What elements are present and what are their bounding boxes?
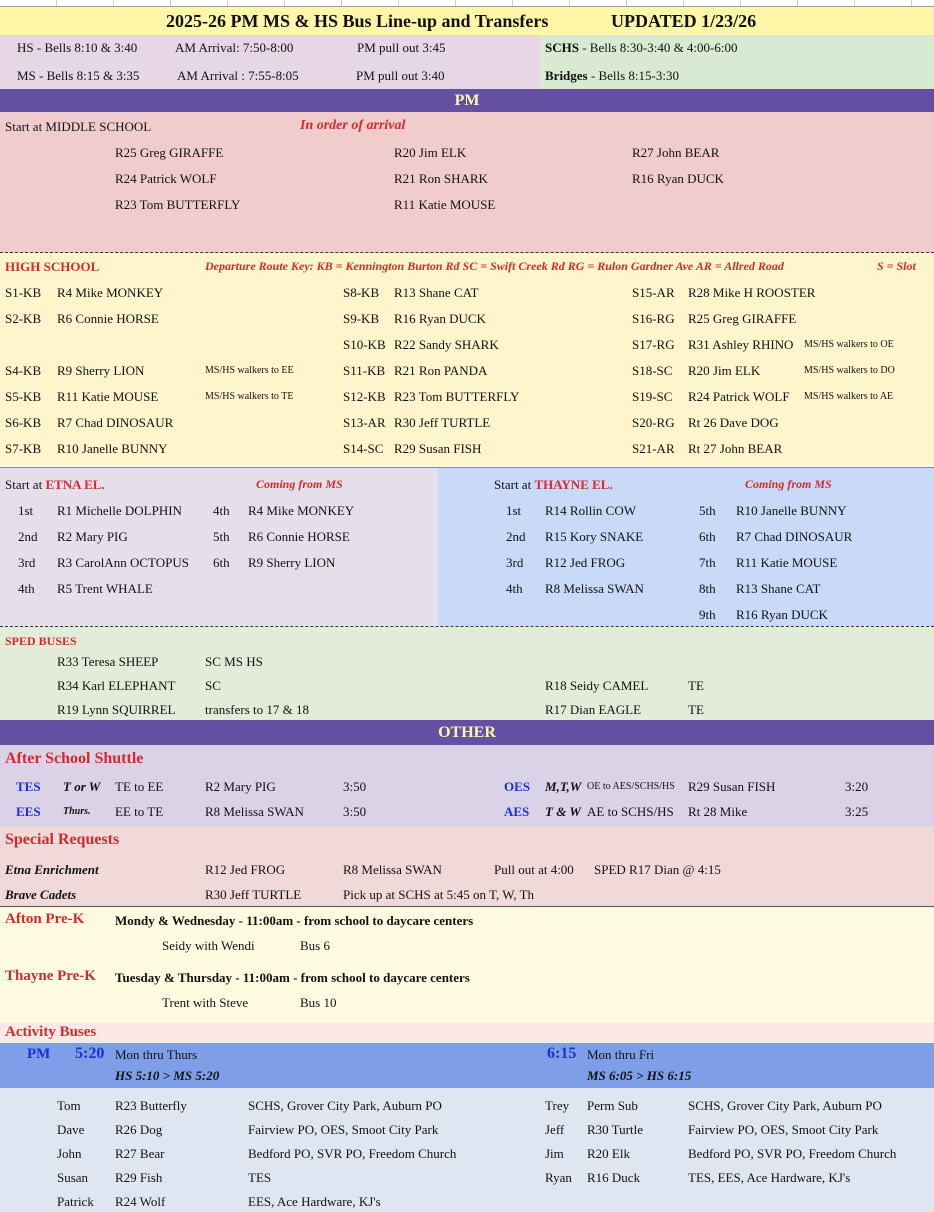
hs-slot-bus: R9 Sherry LION <box>57 363 145 378</box>
etna-order: 4th <box>18 581 35 596</box>
hs-walker-note: MS/HS walkers to TE <box>205 391 294 402</box>
shuttle-time: 3:20 <box>845 779 869 794</box>
bridges-bells: Bridges - Bells 8:15-3:30 <box>545 68 679 83</box>
hs-slot-bus: R20 Jim ELK <box>688 363 761 378</box>
hs-slot-bus: R16 Ryan DUCK <box>394 311 486 326</box>
ms-bus-entry: R23 Tom BUTTERFLY <box>115 197 241 212</box>
thayne-prek-label: Thayne Pre-K <box>5 968 96 984</box>
activity-stops: EES, Ace Hardware, KJ's <box>248 1194 381 1209</box>
route-key: Departure Route Key: KB = Kennington Burton Rd SC = Swift Creek Rd RG = Rulon Gardner Ave AR = Allred Road <box>205 259 784 273</box>
hs-slot-bus: Rt 27 John BEAR <box>688 441 783 456</box>
afton-prek-bus: Bus 6 <box>300 938 330 953</box>
hs-slot-bus: R7 Chad DINOSAUR <box>57 415 174 430</box>
ms-bus-entry: R25 Greg GIRAFFE <box>115 145 224 160</box>
thayne-order: 8th <box>699 581 716 596</box>
shuttle-code: AES <box>504 804 530 819</box>
prek-section <box>0 906 934 1024</box>
ms-bells: MS - Bells 8:15 & 3:35 <box>17 68 140 83</box>
ms-start-label: Start at MIDDLE SCHOOL <box>5 119 152 134</box>
etna-coming-note: Coming from MS <box>256 477 343 491</box>
shuttle-time: 3:25 <box>845 804 869 819</box>
hs-walker-note: MS/HS walkers to EE <box>205 365 294 376</box>
hs-walker-note: MS/HS walkers to DO <box>804 365 895 376</box>
activity-bus: R30 Turtle <box>587 1122 643 1137</box>
activity-stops: SCHS, Grover City Park, Auburn PO <box>248 1098 442 1113</box>
hs-slot-code: S12-KB <box>343 389 386 404</box>
etna-bus: R2 Mary PIG <box>57 529 128 544</box>
ms-bus-entry: R16 Ryan DUCK <box>632 171 724 186</box>
shuttle-days: M,T,W <box>545 779 582 794</box>
thayne-bus: R11 Katie MOUSE <box>736 555 838 570</box>
page-title: 2025-26 PM MS & HS Bus Line-up and Transfers <box>166 11 549 31</box>
ms-bus-entry: R20 Jim ELK <box>394 145 467 160</box>
ms-bus-entry: R24 Patrick WOLF <box>115 171 217 186</box>
thayne-bus: R14 Rollin COW <box>545 503 637 518</box>
thayne-order: 9th <box>699 607 716 622</box>
ms-arrival: AM Arrival : 7:55-8:05 <box>177 68 299 83</box>
etna-bus: R1 Michelle DOLPHIN <box>57 503 182 518</box>
etna-enrichment-bus1: R12 Jed FROG <box>205 862 286 877</box>
shuttle-time: 3:50 <box>343 779 367 794</box>
shuttle-days: T or W <box>63 779 101 794</box>
thayne-prek-who: Trent with Steve <box>162 995 249 1010</box>
hs-slot-bus: R11 Katie MOUSE <box>57 389 159 404</box>
etna-bus: R4 Mike MONKEY <box>248 503 355 518</box>
etna-bus: R3 CarolAnn OCTOPUS <box>57 555 189 570</box>
activity-driver: Jeff <box>545 1122 565 1137</box>
etna-start-label: Start at ETNA EL. <box>5 477 105 492</box>
etna-enrichment-pullout: Pull out at 4:00 <box>494 862 574 877</box>
hs-slot-code: S16-RG <box>632 311 675 326</box>
activity-bus: R24 Wolf <box>115 1194 166 1209</box>
sped-dest: TE <box>688 702 704 717</box>
activity-left-time: 5:20 <box>75 1045 105 1062</box>
activity-right-sub: MS 6:05 > HS 6:15 <box>587 1068 692 1083</box>
hs-slot-code: S17-RG <box>632 337 675 352</box>
afton-prek-schedule: Mondy & Wednesday - 11:00am - from school to daycare centers <box>115 913 474 928</box>
etna-order: 1st <box>18 503 34 518</box>
activity-driver: John <box>57 1146 82 1161</box>
hs-slot-code: S13-AR <box>343 415 386 430</box>
thayne-order: 2nd <box>506 529 526 544</box>
activity-bus: R26 Dog <box>115 1122 163 1137</box>
activity-stops: TES <box>248 1170 272 1185</box>
shuttle-days: Thurs. <box>63 806 91 817</box>
thayne-order: 3rd <box>506 555 524 570</box>
etna-bus: R9 Sherry LION <box>248 555 336 570</box>
hs-slot-code: S6-KB <box>5 415 42 430</box>
shuttle-code: TES <box>16 779 41 794</box>
shuttle-code: OES <box>504 779 531 794</box>
shuttle-bus: Rt 28 Mike <box>688 804 748 819</box>
activity-bus: R27 Bear <box>115 1146 165 1161</box>
shuttle-bus: R2 Mary PIG <box>205 779 276 794</box>
activity-stops: Fairview PO, OES, Smoot City Park <box>688 1122 879 1137</box>
hs-walker-note: MS/HS walkers to OE <box>804 339 894 350</box>
hs-slot-code: S19-SC <box>632 389 673 404</box>
hs-slot-bus: R10 Janelle BUNNY <box>57 441 168 456</box>
thayne-prek-bus: Bus 10 <box>300 995 337 1010</box>
activity-label-bar <box>0 1023 934 1043</box>
hs-bells: HS - Bells 8:10 & 3:40 <box>17 40 138 55</box>
etna-enrichment-bus2: R8 Melissa SWAN <box>343 862 442 877</box>
thayne-bus: R7 Chad DINOSAUR <box>736 529 853 544</box>
etna-bus: R5 Trent WHALE <box>57 581 153 596</box>
thayne-bus: R16 Ryan DUCK <box>736 607 828 622</box>
activity-bus: Perm Sub <box>587 1098 638 1113</box>
sped-bus: R19 Lynn SQUIRREL <box>57 702 176 717</box>
hs-slot-code: S7-KB <box>5 441 42 456</box>
brave-cadets-note: Pick up at SCHS at 5:45 on T, W, Th <box>343 887 535 902</box>
shuttle-bus: R29 Susan FISH <box>688 779 776 794</box>
shuttle-code: EES <box>16 804 41 819</box>
shuttle-route: OE to AES/SCHS/HS <box>587 781 675 792</box>
hs-slot-code: S10-KB <box>343 337 386 352</box>
hs-slot-code: S20-RG <box>632 415 675 430</box>
bells-hs-ms <box>0 35 540 89</box>
hs-slot-bus: R22 Sandy SHARK <box>394 337 499 352</box>
activity-bus: R20 Elk <box>587 1146 630 1161</box>
arrival-order-note: In order of arrival <box>300 118 406 133</box>
brave-cadets-bus: R30 Jeff TURTLE <box>205 887 302 902</box>
hs-slot-code: S11-KB <box>343 363 386 378</box>
ms-pullout: PM pull out 3:40 <box>356 68 445 83</box>
activity-driver: Dave <box>57 1122 85 1137</box>
thayne-prek-schedule: Tuesday & Thursday - 11:00am - from school to daycare centers <box>115 970 470 985</box>
thayne-bus: R8 Melissa SWAN <box>545 581 644 596</box>
etna-enrichment-label: Etna Enrichment <box>5 862 99 877</box>
sped-bus: R33 Teresa SHEEP <box>57 654 159 669</box>
hs-label: HIGH SCHOOL <box>5 259 100 274</box>
activity-right-time: 6:15 <box>547 1045 577 1062</box>
hs-slot-bus: R28 Mike H ROOSTER <box>688 285 816 300</box>
thayne-order: 7th <box>699 555 716 570</box>
activity-bus: R29 Fish <box>115 1170 163 1185</box>
etna-order: 2nd <box>18 529 38 544</box>
thayne-order: 5th <box>699 503 716 518</box>
activity-driver: Trey <box>545 1098 570 1113</box>
thayne-bus: R10 Janelle BUNNY <box>736 503 847 518</box>
hs-slot-bus: R24 Patrick WOLF <box>688 389 790 404</box>
activity-driver: Jim <box>545 1146 564 1161</box>
hs-slot-bus: R23 Tom BUTTERFLY <box>394 389 520 404</box>
sped-section <box>0 626 934 721</box>
thayne-order: 1st <box>506 503 522 518</box>
etna-order: 5th <box>213 529 230 544</box>
thayne-bus: R13 Shane CAT <box>736 581 821 596</box>
thayne-order: 6th <box>699 529 716 544</box>
hs-slot-bus: R31 Ashley RHINO <box>688 337 794 352</box>
activity-buses-label: Activity Buses <box>5 1024 97 1040</box>
activity-stops: Bedford PO, SVR PO, Freedom Church <box>688 1146 897 1161</box>
sped-dest: SC MS HS <box>205 654 263 669</box>
hs-slot-bus: Rt 26 Dave DOG <box>688 415 779 430</box>
hs-slot-code: S21-AR <box>632 441 675 456</box>
hs-slot-code: S2-KB <box>5 311 42 326</box>
etna-order: 3rd <box>18 555 36 570</box>
activity-stops: Fairview PO, OES, Smoot City Park <box>248 1122 439 1137</box>
hs-slot-code: S5-KB <box>5 389 42 404</box>
activity-driver: Ryan <box>545 1170 572 1185</box>
activity-right-days: Mon thru Fri <box>587 1047 655 1062</box>
hs-slot-bus: R30 Jeff TURTLE <box>394 415 491 430</box>
hs-slot-code: S15-AR <box>632 285 675 300</box>
thayne-bus: R15 Kory SNAKE <box>545 529 644 544</box>
sped-bus: R18 Seidy CAMEL <box>545 678 649 693</box>
afton-prek-label: Afton Pre-K <box>5 911 85 927</box>
activity-left-days: Mon thru Thurs <box>115 1047 198 1062</box>
other-section-header: OTHER <box>0 720 934 745</box>
afton-prek-who: Seidy with Wendi <box>162 938 255 953</box>
hs-slot-bus: R25 Greg GIRAFFE <box>688 311 797 326</box>
middle-school-section <box>0 112 934 253</box>
activity-times-bar <box>0 1043 934 1088</box>
thayne-coming-note: Coming from MS <box>745 477 832 491</box>
shuttle-section <box>0 745 934 826</box>
hs-slot-bus: R29 Susan FISH <box>394 441 482 456</box>
thayne-bus: R12 Jed FROG <box>545 555 626 570</box>
activity-pm-label: PM <box>27 1046 51 1062</box>
activity-driver: Patrick <box>57 1194 94 1209</box>
activity-stops: TES, EES, Ace Hardware, KJ's <box>688 1170 851 1185</box>
activity-bus: R16 Duck <box>587 1170 641 1185</box>
hs-slot-bus: R13 Shane CAT <box>394 285 479 300</box>
sped-bus: R34 Karl ELEPHANT <box>57 678 176 693</box>
shuttle-bus: R8 Melissa SWAN <box>205 804 304 819</box>
hs-arrival: AM Arrival: 7:50-8:00 <box>175 40 294 55</box>
pm-section-header: PM <box>0 89 934 112</box>
hs-slot-code: S1-KB <box>5 285 42 300</box>
brave-cadets-label: Brave Cadets <box>5 887 77 902</box>
activity-driver: Susan <box>57 1170 89 1185</box>
etna-section <box>0 467 438 626</box>
thayne-start-label: Start at THAYNE EL. <box>494 477 613 492</box>
slot-key: S = Slot <box>877 259 916 273</box>
ms-bus-entry: R27 John BEAR <box>632 145 720 160</box>
activity-stops: Bedford PO, SVR PO, Freedom Church <box>248 1146 457 1161</box>
thayne-section <box>438 467 934 626</box>
activity-driver: Tom <box>57 1098 81 1113</box>
hs-walker-note: MS/HS walkers to AE <box>804 391 894 402</box>
sped-dest: transfers to 17 & 18 <box>205 702 309 717</box>
shuttle-route: TE to EE <box>115 779 164 794</box>
updated-date: UPDATED 1/23/26 <box>611 11 757 31</box>
hs-slot-bus: R4 Mike MONKEY <box>57 285 164 300</box>
ms-bus-entry: R21 Ron SHARK <box>394 171 488 186</box>
hs-pullout: PM pull out 3:45 <box>357 40 446 55</box>
shuttle-route: AE to SCHS/HS <box>587 804 674 819</box>
shuttle-time: 3:50 <box>343 804 367 819</box>
activity-stops: SCHS, Grover City Park, Auburn PO <box>688 1098 882 1113</box>
etna-order: 6th <box>213 555 230 570</box>
shuttle-route: EE to TE <box>115 804 164 819</box>
schs-bells: SCHS - Bells 8:30-3:40 & 4:00-6:00 <box>545 40 738 55</box>
bells-schs-bridges <box>540 35 934 89</box>
special-requests-section <box>0 826 934 906</box>
sped-bus: R17 Dian EAGLE <box>545 702 642 717</box>
hs-slot-code: S18-SC <box>632 363 673 378</box>
sped-dest: TE <box>688 678 704 693</box>
shuttle-label: After School Shuttle <box>5 750 144 767</box>
high-school-section <box>0 253 934 466</box>
shuttle-days: T & W <box>545 804 581 819</box>
activity-routes <box>0 1088 934 1212</box>
hs-slot-code: S9-KB <box>343 311 380 326</box>
hs-slot-bus: R21 Ron PANDA <box>394 363 488 378</box>
hs-slot-code: S8-KB <box>343 285 380 300</box>
ms-bus-entry: R11 Katie MOUSE <box>394 197 496 212</box>
activity-bus: R23 Butterfly <box>115 1098 187 1113</box>
etna-bus: R6 Connie HORSE <box>248 529 350 544</box>
activity-left-sub: HS 5:10 > MS 5:20 <box>115 1068 220 1083</box>
special-requests-label: Special Requests <box>5 831 120 848</box>
sped-label: SPED BUSES <box>5 634 77 648</box>
hs-slot-bus: R6 Connie HORSE <box>57 311 159 326</box>
thayne-order: 4th <box>506 581 523 596</box>
hs-slot-code: S14-SC <box>343 441 384 456</box>
title-bar <box>0 6 934 36</box>
sped-dest: SC <box>205 678 221 693</box>
etna-order: 4th <box>213 503 230 518</box>
etna-enrichment-sped: SPED R17 Dian @ 4:15 <box>594 862 721 877</box>
hs-slot-code: S4-KB <box>5 363 42 378</box>
